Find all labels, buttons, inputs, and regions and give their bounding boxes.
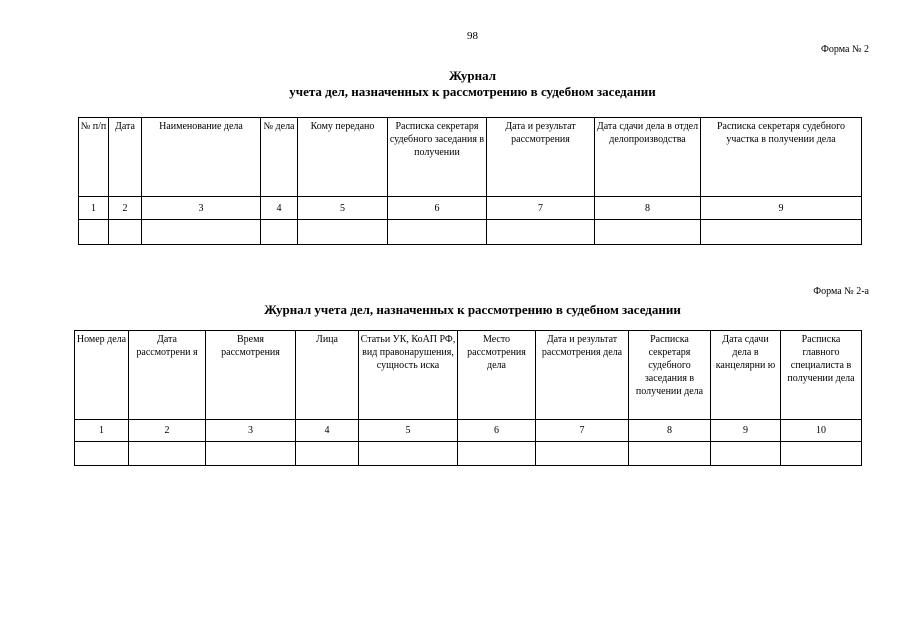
empty-cell — [781, 442, 862, 466]
header-cell: Расписка секретаря судебного заседания в получении дела — [629, 331, 711, 420]
header-cell: Дата и результат рассмотрения — [487, 118, 595, 197]
column-number: 5 — [298, 197, 388, 220]
empty-cell — [79, 220, 109, 245]
header-cell: Кому передано — [298, 118, 388, 197]
journal-table-2 — [74, 330, 862, 466]
empty-cell — [109, 220, 142, 245]
empty-row — [79, 220, 862, 245]
column-number: 7 — [536, 420, 629, 442]
column-number-row — [79, 197, 862, 220]
header-cell: Дата сдачи дела в канцелярни ю — [711, 331, 781, 420]
column-number: 3 — [142, 197, 261, 220]
column-number-row — [75, 420, 862, 442]
header-cell: Статьи УК, КоАП РФ, вид правонарушения, сущность иска — [359, 331, 458, 420]
empty-cell — [701, 220, 862, 245]
column-number: 10 — [781, 420, 862, 442]
column-number: 4 — [261, 197, 298, 220]
column-number: 5 — [359, 420, 458, 442]
journal-title-1-line-1: Журнал — [449, 68, 496, 83]
empty-cell — [359, 442, 458, 466]
column-number: 4 — [296, 420, 359, 442]
form-2a-label: Форма № 2-а — [813, 286, 869, 297]
column-number: 1 — [79, 197, 109, 220]
empty-cell — [536, 442, 629, 466]
header-cell: Расписка секретаря судебного участка в получении дела — [701, 118, 862, 197]
header-cell: Время рассмотрения — [206, 331, 296, 420]
empty-cell — [296, 442, 359, 466]
empty-cell — [261, 220, 298, 245]
header-cell: Расписка секретаря судебного заседания в получении — [388, 118, 487, 197]
column-number: 3 — [206, 420, 296, 442]
empty-cell — [388, 220, 487, 245]
empty-row — [75, 442, 862, 466]
header-cell: Место рассмотрения дела — [458, 331, 536, 420]
page-number: 98 — [467, 30, 478, 42]
header-cell: Номер дела — [75, 331, 129, 420]
column-number: 2 — [109, 197, 142, 220]
column-number: 6 — [388, 197, 487, 220]
column-number: 8 — [595, 197, 701, 220]
column-number: 9 — [701, 197, 862, 220]
column-number: 9 — [711, 420, 781, 442]
header-cell: № дела — [261, 118, 298, 197]
empty-cell — [595, 220, 701, 245]
header-cell: Дата рассмотрени я — [129, 331, 206, 420]
empty-cell — [142, 220, 261, 245]
journal-table-1 — [78, 117, 862, 245]
header-cell: Лица — [296, 331, 359, 420]
column-number: 6 — [458, 420, 536, 442]
column-number: 2 — [129, 420, 206, 442]
header-cell: Дата сдачи дела в отдел делопроизводства — [595, 118, 701, 197]
journal-title-1 — [0, 68, 905, 100]
column-number: 8 — [629, 420, 711, 442]
empty-cell — [629, 442, 711, 466]
empty-cell — [129, 442, 206, 466]
empty-cell — [487, 220, 595, 245]
journal-title-2: Журнал учета дел, назначенных к рассмотрению в судебном заседании — [264, 302, 681, 317]
empty-cell — [206, 442, 296, 466]
column-number: 7 — [487, 197, 595, 220]
table-header-row — [75, 331, 862, 420]
empty-cell — [75, 442, 129, 466]
header-cell: № п/п — [79, 118, 109, 197]
table-header-row — [79, 118, 862, 197]
header-cell: Расписка главного специалиста в получении дела — [781, 331, 862, 420]
column-number: 1 — [75, 420, 129, 442]
empty-cell — [711, 442, 781, 466]
form-2-label: Форма № 2 — [821, 44, 869, 55]
header-cell: Дата — [109, 118, 142, 197]
header-cell: Дата и результат рассмотрения дела — [536, 331, 629, 420]
header-cell: Наименование дела — [142, 118, 261, 197]
empty-cell — [458, 442, 536, 466]
journal-title-1-line-2: учета дел, назначенных к рассмотрению в судебном заседании — [289, 84, 656, 99]
empty-cell — [298, 220, 388, 245]
